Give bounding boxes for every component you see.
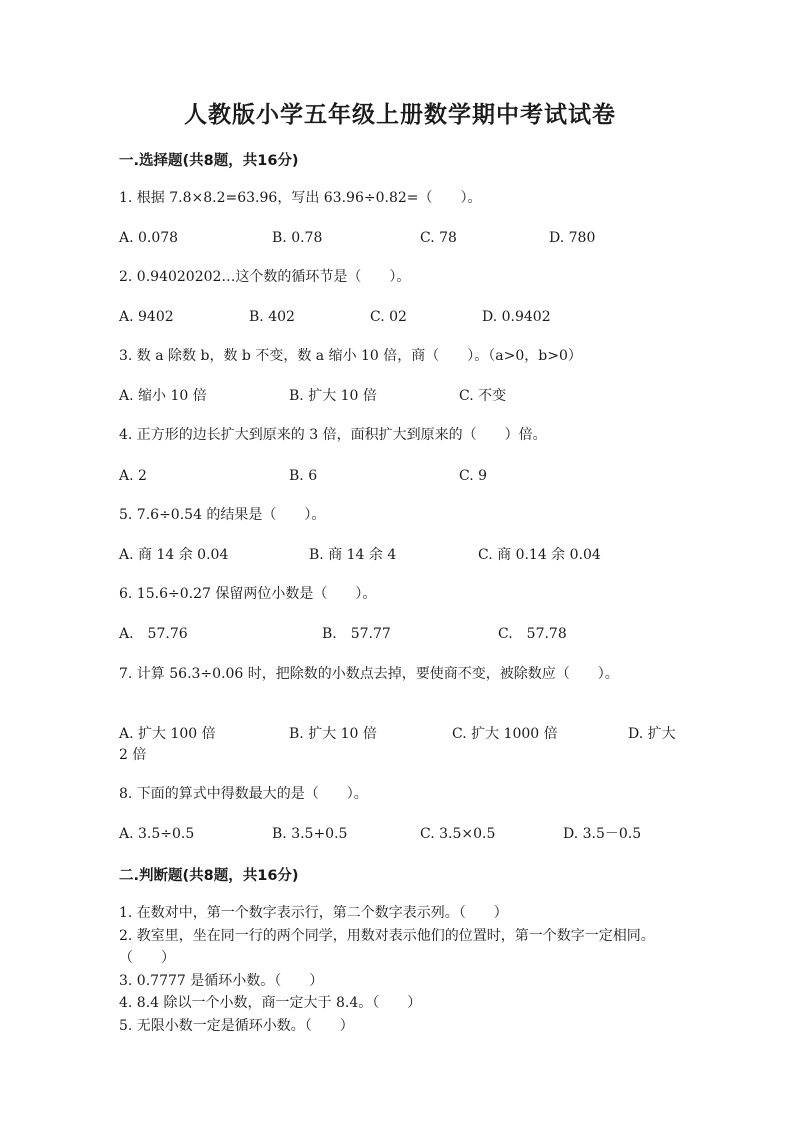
q3-option-c: C. 不变: [459, 388, 507, 404]
q4-option-a: A. 2: [119, 468, 147, 484]
section-2-heading: 二.判断题(共8题，共16分): [119, 868, 299, 884]
q8-option-b: B. 3.5+0.5: [272, 826, 348, 842]
q7-option-a: A. 扩大 100 倍: [119, 726, 216, 742]
question-1: 1. 根据 7.8×8.2=63.96，写出 63.96÷0.82=（ ）。: [119, 190, 482, 206]
judgement-item-3: 3. 0.7777 是循环小数。（ ）: [119, 972, 324, 989]
q3-option-b: B. 扩大 10 倍: [289, 388, 377, 404]
section-1-heading: 一.选择题(共8题，共16分): [119, 153, 299, 169]
judgement-item-5: 5. 无限小数一定是循环小数。（ ）: [119, 1017, 354, 1034]
q2-option-b: B. 402: [249, 309, 295, 325]
q1-option-a: A. 0.078: [119, 230, 179, 246]
question-4: 4. 正方形的边长扩大到原来的 3 倍，面积扩大到原来的（ ）倍。: [119, 427, 547, 443]
judgement-list: [119, 902, 679, 1037]
q7-option-b: B. 扩大 10 倍: [289, 726, 377, 742]
judgement-item-1: 1. 在数对中，第一个数字表示行，第二个数字表示列。（ ）: [119, 905, 508, 921]
q5-option-b: B. 商 14 余 4: [309, 547, 397, 563]
q6-option-a: A. 57.76: [119, 626, 188, 642]
judgement-item-2: 2. 教室里，坐在同一行的两个同学，用数对表示他们的位置时，第一个数字一定相同。（ ）: [119, 927, 655, 966]
exam-title: 人教版小学五年级上册数学期中考试试卷: [184, 102, 616, 128]
q2-option-a: A. 9402: [119, 309, 174, 325]
question-6: 6. 15.6÷0.27 保留两位小数是（ ）。: [119, 586, 377, 602]
question-7: 7. 计算 56.3÷0.06 时，把除数的小数点去掉，要使商不变，被除数应（ ）。: [119, 666, 619, 682]
q7-option-d-continued: 2 倍: [119, 747, 147, 763]
q1-option-c: C. 78: [420, 230, 457, 246]
judgement-item-4: 4. 8.4 除以一个小数，商一定大于 8.4。（ ）: [119, 995, 422, 1011]
q2-option-d: D. 0.9402: [482, 309, 551, 325]
q1-option-d: D. 780: [549, 230, 596, 246]
q4-option-b: B. 6: [289, 468, 318, 484]
question-8: 8. 下面的算式中得数最大的是（ ）。: [119, 786, 368, 802]
q7-option-c: C. 扩大 1000 倍: [452, 726, 558, 742]
q5-option-c: C. 商 0.14 余 0.04: [478, 547, 601, 563]
q4-option-c: C. 9: [459, 468, 488, 484]
q8-option-d: D. 3.5－0.5: [563, 826, 642, 842]
q5-option-a: A. 商 14 余 0.04: [119, 547, 229, 563]
question-2: 2. 0.94020202…这个数的循环节是（ ）。: [119, 269, 411, 285]
q6-option-b: B. 57.77: [322, 626, 391, 642]
q8-option-c: C. 3.5×0.5: [420, 826, 496, 842]
q7-option-d: D. 扩大: [628, 726, 676, 742]
q2-option-c: C. 02: [370, 309, 407, 325]
q3-option-a: A. 缩小 10 倍: [119, 388, 207, 404]
q1-option-b: B. 0.78: [272, 230, 323, 246]
q6-option-c: C. 57.78: [498, 626, 567, 642]
q8-option-a: A. 3.5÷0.5: [119, 826, 195, 842]
question-5: 5. 7.6÷0.54 的结果是（ ）。: [119, 507, 326, 523]
question-3: 3. 数 a 除数 b，数 b 不变，数 a 缩小 10 倍，商（ ）。（a>0，b>0）: [119, 348, 582, 364]
